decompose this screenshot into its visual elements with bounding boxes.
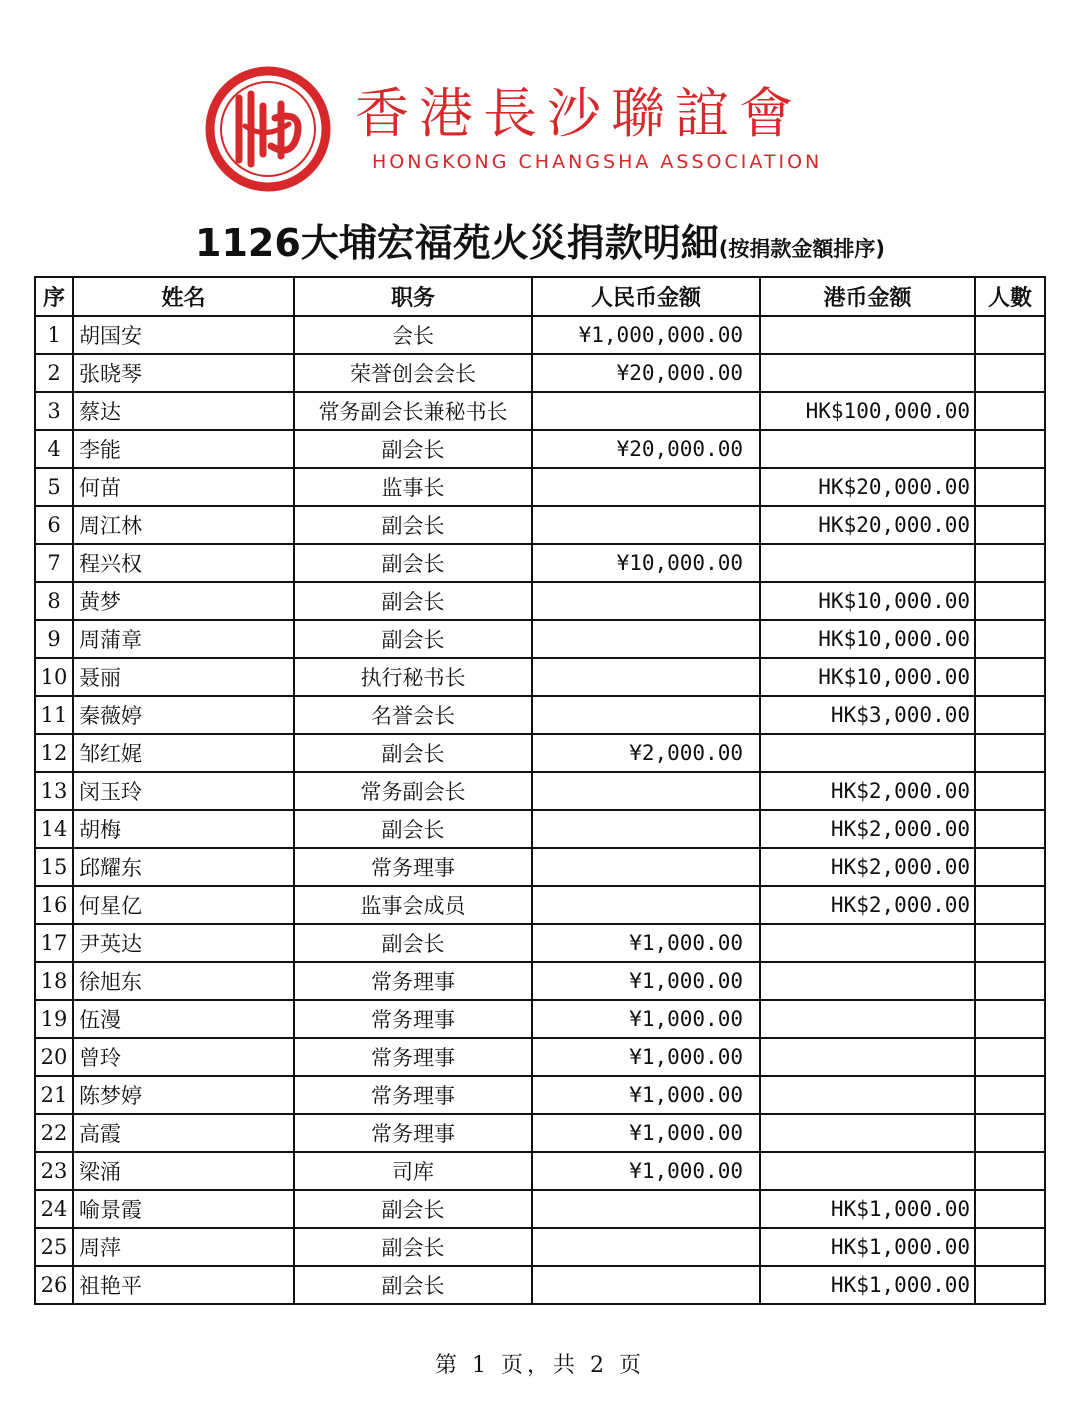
cell-count (975, 962, 1045, 1000)
donation-table (34, 276, 1046, 1305)
table-row (35, 1190, 1045, 1228)
cell-rmb-amount: ¥1,000.00 (532, 1114, 760, 1152)
cell-hkd-amount: HK$10,000.00 (760, 658, 975, 696)
cell-role: 副会长 (294, 544, 532, 582)
cell-rmb-amount (532, 392, 760, 430)
cell-count (975, 658, 1045, 696)
cell-role: 副会长 (294, 1228, 532, 1266)
cell-hkd-amount (760, 924, 975, 962)
table-row (35, 1000, 1045, 1038)
cell-hkd-amount: HK$3,000.00 (760, 696, 975, 734)
cell-rmb-amount: ¥2,000.00 (532, 734, 760, 772)
cell-hkd-amount (760, 1152, 975, 1190)
cell-role: 常务副会长 (294, 772, 532, 810)
cell-hkd-amount (760, 1076, 975, 1114)
cell-no: 5 (35, 468, 73, 506)
document-title (0, 212, 1080, 267)
cell-rmb-amount: ¥1,000.00 (532, 962, 760, 1000)
table-row (35, 1152, 1045, 1190)
org-name-cn: 香港長沙聯誼會 (355, 82, 803, 145)
cell-no: 24 (35, 1190, 73, 1228)
cell-no: 3 (35, 392, 73, 430)
cell-hkd-amount: HK$10,000.00 (760, 620, 975, 658)
table-row (35, 696, 1045, 734)
header-role: 职务 (294, 277, 532, 316)
table-row (35, 1076, 1045, 1114)
cell-rmb-amount (532, 848, 760, 886)
table-row (35, 1228, 1045, 1266)
cell-count (975, 696, 1045, 734)
cell-role: 常务理事 (294, 848, 532, 886)
cell-no: 19 (35, 1000, 73, 1038)
cell-no: 10 (35, 658, 73, 696)
cell-count (975, 544, 1045, 582)
cell-no: 21 (35, 1076, 73, 1114)
table-row (35, 734, 1045, 772)
cell-count (975, 1000, 1045, 1038)
cell-rmb-amount: ¥1,000.00 (532, 924, 760, 962)
page-number: 第 1 页，共 2 页 (435, 1353, 645, 1378)
cell-no: 2 (35, 354, 73, 392)
cell-hkd-amount (760, 734, 975, 772)
cell-hkd-amount: HK$20,000.00 (760, 468, 975, 506)
cell-no: 11 (35, 696, 73, 734)
header-hkd: 港币金额 (760, 277, 975, 316)
cell-rmb-amount (532, 886, 760, 924)
cell-role: 常务理事 (294, 962, 532, 1000)
cell-hkd-amount: HK$20,000.00 (760, 506, 975, 544)
table-row (35, 582, 1045, 620)
cell-count (975, 810, 1045, 848)
cell-name: 李能 (73, 430, 294, 468)
cell-name: 邹红娓 (73, 734, 294, 772)
cell-rmb-amount: ¥1,000,000.00 (532, 316, 760, 354)
cell-name: 陈梦婷 (73, 1076, 294, 1114)
cell-hkd-amount (760, 544, 975, 582)
cell-count (975, 848, 1045, 886)
cell-rmb-amount: ¥20,000.00 (532, 354, 760, 392)
cell-rmb-amount (532, 1190, 760, 1228)
cell-count (975, 1228, 1045, 1266)
cell-name: 高霞 (73, 1114, 294, 1152)
cell-role: 会长 (294, 316, 532, 354)
cell-role: 副会长 (294, 810, 532, 848)
cell-hkd-amount (760, 430, 975, 468)
cell-hkd-amount: HK$1,000.00 (760, 1190, 975, 1228)
cell-rmb-amount (532, 1228, 760, 1266)
cell-name: 程兴权 (73, 544, 294, 582)
cell-role: 常务副会长兼秘书长 (294, 392, 532, 430)
table-row (35, 962, 1045, 1000)
cell-count (975, 1190, 1045, 1228)
title-main: 1126大埔宏福苑火災捐款明細 (195, 221, 719, 265)
cell-count (975, 772, 1045, 810)
table-row (35, 620, 1045, 658)
cell-count (975, 1076, 1045, 1114)
cell-role: 荣誉创会会长 (294, 354, 532, 392)
cell-name: 何星亿 (73, 886, 294, 924)
cell-hkd-amount (760, 1000, 975, 1038)
cell-no: 26 (35, 1266, 73, 1304)
cell-name: 梁涌 (73, 1152, 294, 1190)
cell-hkd-amount: HK$2,000.00 (760, 886, 975, 924)
header-rmb: 人民币金额 (532, 277, 760, 316)
table-row (35, 544, 1045, 582)
table-row (35, 316, 1045, 354)
cell-role: 常务理事 (294, 1114, 532, 1152)
cell-hkd-amount (760, 316, 975, 354)
cell-name: 周萍 (73, 1228, 294, 1266)
cell-name: 胡国安 (73, 316, 294, 354)
cell-hkd-amount (760, 962, 975, 1000)
cell-hkd-amount: HK$100,000.00 (760, 392, 975, 430)
cell-name: 蔡达 (73, 392, 294, 430)
cell-rmb-amount (532, 582, 760, 620)
title-sub: (按捐款金額排序) (718, 237, 885, 261)
cell-name: 喻景霞 (73, 1190, 294, 1228)
cell-hkd-amount: HK$10,000.00 (760, 582, 975, 620)
header-no: 序 (35, 277, 73, 316)
table-body (35, 316, 1045, 1304)
cell-rmb-amount: ¥1,000.00 (532, 1000, 760, 1038)
table-row (35, 354, 1045, 392)
table-row (35, 924, 1045, 962)
cell-count (975, 354, 1045, 392)
org-name-en: HONGKONG CHANGSHA ASSOCIATION (372, 151, 823, 173)
cell-role: 副会长 (294, 582, 532, 620)
cell-hkd-amount: HK$2,000.00 (760, 810, 975, 848)
table-row (35, 658, 1045, 696)
cell-name: 徐旭东 (73, 962, 294, 1000)
cell-role: 监事会成员 (294, 886, 532, 924)
cell-no: 1 (35, 316, 73, 354)
cell-rmb-amount (532, 506, 760, 544)
cell-role: 常务理事 (294, 1038, 532, 1076)
cell-name: 伍漫 (73, 1000, 294, 1038)
cell-name: 尹英达 (73, 924, 294, 962)
cell-count (975, 316, 1045, 354)
cell-no: 25 (35, 1228, 73, 1266)
cell-name: 秦薇婷 (73, 696, 294, 734)
cell-rmb-amount (532, 1266, 760, 1304)
cell-name: 聂丽 (73, 658, 294, 696)
cell-count (975, 430, 1045, 468)
header (0, 60, 1080, 200)
cell-name: 周蒲章 (73, 620, 294, 658)
table-row (35, 1266, 1045, 1304)
cell-role: 执行秘书长 (294, 658, 532, 696)
cell-rmb-amount (532, 810, 760, 848)
cell-hkd-amount (760, 1114, 975, 1152)
cell-role: 副会长 (294, 1266, 532, 1304)
cell-rmb-amount: ¥1,000.00 (532, 1152, 760, 1190)
cell-name: 黄梦 (73, 582, 294, 620)
cell-count (975, 620, 1045, 658)
cell-no: 20 (35, 1038, 73, 1076)
cell-hkd-amount (760, 1038, 975, 1076)
cell-no: 9 (35, 620, 73, 658)
cell-hkd-amount: HK$1,000.00 (760, 1266, 975, 1304)
cell-count (975, 392, 1045, 430)
table-row (35, 810, 1045, 848)
table-row (35, 392, 1045, 430)
cell-role: 副会长 (294, 1190, 532, 1228)
cell-rmb-amount: ¥1,000.00 (532, 1076, 760, 1114)
cell-name: 胡梅 (73, 810, 294, 848)
table-row (35, 848, 1045, 886)
cell-count (975, 734, 1045, 772)
cell-no: 16 (35, 886, 73, 924)
cell-name: 张晓琴 (73, 354, 294, 392)
cell-count (975, 924, 1045, 962)
cell-hkd-amount: HK$1,000.00 (760, 1228, 975, 1266)
table-header-row (35, 277, 1045, 316)
table-row (35, 506, 1045, 544)
cell-hkd-amount: HK$2,000.00 (760, 848, 975, 886)
cell-count (975, 1114, 1045, 1152)
cell-rmb-amount (532, 658, 760, 696)
header-name: 姓名 (73, 277, 294, 316)
cell-no: 8 (35, 582, 73, 620)
table-row (35, 468, 1045, 506)
cell-no: 12 (35, 734, 73, 772)
cell-no: 17 (35, 924, 73, 962)
cell-rmb-amount (532, 772, 760, 810)
cell-rmb-amount: ¥1,000.00 (532, 1038, 760, 1076)
cell-no: 22 (35, 1114, 73, 1152)
table-row (35, 886, 1045, 924)
cell-count (975, 1152, 1045, 1190)
cell-no: 15 (35, 848, 73, 886)
cell-no: 7 (35, 544, 73, 582)
cell-name: 何苗 (73, 468, 294, 506)
cell-count (975, 1038, 1045, 1076)
table-row (35, 1114, 1045, 1152)
cell-role: 副会长 (294, 506, 532, 544)
cell-rmb-amount: ¥10,000.00 (532, 544, 760, 582)
cell-name: 周江林 (73, 506, 294, 544)
cell-role: 常务理事 (294, 1000, 532, 1038)
cell-name: 曾玲 (73, 1038, 294, 1076)
cell-role: 监事长 (294, 468, 532, 506)
cell-no: 13 (35, 772, 73, 810)
cell-name: 祖艳平 (73, 1266, 294, 1304)
cell-count (975, 506, 1045, 544)
cell-role: 常务理事 (294, 1076, 532, 1114)
cell-count (975, 1266, 1045, 1304)
cell-rmb-amount (532, 468, 760, 506)
cell-no: 23 (35, 1152, 73, 1190)
cell-name: 闵玉玲 (73, 772, 294, 810)
cell-no: 18 (35, 962, 73, 1000)
header-count: 人數 (975, 277, 1045, 316)
cell-rmb-amount: ¥20,000.00 (532, 430, 760, 468)
cell-count (975, 468, 1045, 506)
cell-name: 邱耀东 (73, 848, 294, 886)
table-row (35, 1038, 1045, 1076)
cell-role: 名誉会长 (294, 696, 532, 734)
table-row (35, 772, 1045, 810)
cell-role: 副会长 (294, 924, 532, 962)
cell-no: 6 (35, 506, 73, 544)
cell-hkd-amount (760, 354, 975, 392)
cell-no: 14 (35, 810, 73, 848)
table-row (35, 430, 1045, 468)
cell-rmb-amount (532, 696, 760, 734)
cell-hkd-amount: HK$2,000.00 (760, 772, 975, 810)
cell-no: 4 (35, 430, 73, 468)
cell-role: 副会长 (294, 430, 532, 468)
cell-role: 副会长 (294, 734, 532, 772)
cell-role: 副会长 (294, 620, 532, 658)
cell-count (975, 582, 1045, 620)
cell-rmb-amount (532, 620, 760, 658)
cell-role: 司库 (294, 1152, 532, 1190)
cell-count (975, 886, 1045, 924)
red-seal-logo-icon (205, 66, 331, 192)
